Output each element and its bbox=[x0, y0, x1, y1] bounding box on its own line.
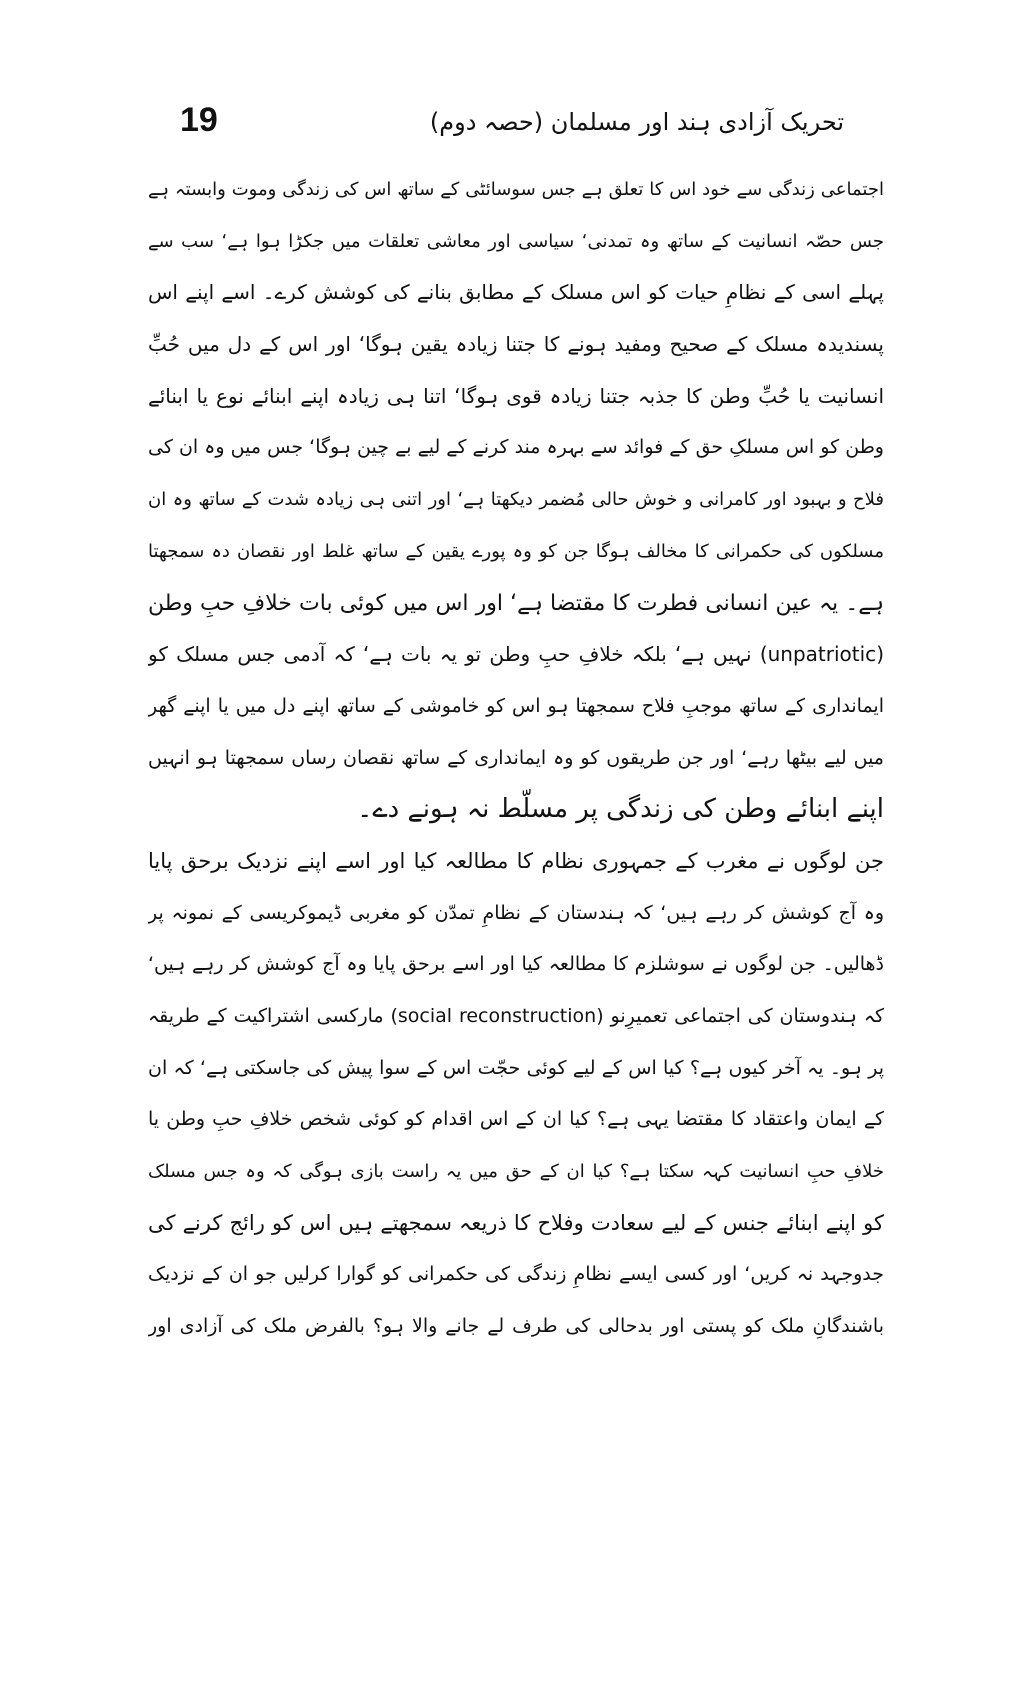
text-line: جس حصّہ انسانیت کے ساتھ وہ تمدنی‘ سیاسی اور معاشی تعلقات میں جکڑا ہوا ہے‘ سب سے bbox=[148, 230, 884, 252]
text-line: (unpatriotic) نہیں ہے‘ بلکہ خلافِ حبِ وطن تو یہ بات ہے‘ کہ آدمی جس مسلک کو bbox=[148, 642, 884, 667]
text-line: وہ آج کوشش کر رہے ہیں‘ کہ ہندستان کے نظامِ تمدّن کو مغربی ڈیموکریسی کے نمونہ پر bbox=[148, 901, 884, 924]
text-line: جن لوگوں نے مغرب کے جمہوری نظام کا مطالعہ کیا اور اسے اپنے نزدیک برحق پایا bbox=[148, 848, 884, 873]
body-text bbox=[148, 164, 884, 1353]
text-line: کے ایمان واعتقاد کا مقتضا یہی ہے؟ کیا ان کے اس اقدام کو کوئی شخص خلافِ حبِ وطن یا bbox=[148, 1108, 884, 1131]
text-line: انسانیت یا حُبِّ وطن کا جذبہ جتنا زیادہ قوی ہوگا‘ اتنا ہی زیادہ اپنے ابنائے نوع یا ابنائے bbox=[148, 383, 884, 408]
text-line: ایمانداری کے ساتھ موجبِ فلاح سمجھتا ہو اس کو خاموشی کے ساتھ اپنے دل میں یا اپنے گھر bbox=[148, 694, 884, 717]
text-line: پسندیدہ مسلک کے صحیح ومفید ہونے کا جتنا زیادہ یقین ہوگا‘ اور اس کے دل میں حُبِّ bbox=[148, 332, 884, 357]
text-line: پر ہو۔ یہ آخر کیوں ہے؟ کیا اس کے لیے کوئی حجّت اس کے سوا پیش کی جاسکتی ہے‘ کہ ان bbox=[148, 1056, 884, 1079]
text-line: کہ ہندوستان کی اجتماعی تعمیرِنو (social reconstruction) مارکسی اشتراکیت کے طریقہ bbox=[148, 1005, 884, 1027]
text-line: فلاح و بہبود اور کامرانی و خوش حالی مُضمر دیکھتا ہے‘ اور اتنی ہی زیادہ شدت کے ساتھ وہ ان bbox=[148, 489, 884, 511]
text-line: مسلکوں کی حکمرانی کا مخالف ہوگا جن کو وہ پورے یقین کے ساتھ غلط اور نقصان دہ سمجھتا bbox=[148, 540, 884, 562]
text-line: کو اپنے ابنائے جنس کے لیے سعادت وفلاح کا ذریعہ سمجھتے ہیں اس کو رائج کرنے کی bbox=[148, 1210, 884, 1235]
text-line: خلافِ حبِ انسانیت کہہ سکتا ہے؟ کیا ان کے حق میں یہ راست بازی ہوگی کہ وہ جس مسلک bbox=[148, 1161, 884, 1183]
text-line: میں لیے بیٹھا رہے‘ اور جن طریقوں کو وہ ایمانداری کے ساتھ نقصان رساں سمجھتا ہو انہیں bbox=[148, 746, 884, 769]
text-line: جدوجہد نہ کریں‘ اور کسی ایسے نظامِ زندگی کی حکمرانی کو گوارا کرلیں جو ان کے نزدیک bbox=[148, 1263, 884, 1286]
running-title: تحریک آزادی ہند اور مسلمان (حصہ دوم) bbox=[429, 108, 844, 136]
text-line: اجتماعی زندگی سے خود اس کا تعلق ہے جس سوسائٹی کے ساتھ اس کی زندگی وموت وابستہ ہے bbox=[148, 179, 884, 200]
text-line: باشندگانِ ملک کو پستی اور بدحالی کی طرف لے جانے والا ہو؟ بالفرض ملک کی آزادی اور bbox=[148, 1315, 884, 1338]
text-line: ڈھالیں۔ جن لوگوں نے سوشلزم کا مطالعہ کیا اور اسے برحق پایا وہ آج کوشش کر رہے ہیں‘ bbox=[148, 953, 884, 976]
paragraph-end-line: اپنے ابنائے وطن کی زندگی پر مسلّط نہ ہونے دے۔ bbox=[357, 794, 884, 825]
page-number: 19 bbox=[180, 101, 218, 139]
text-line: پہلے اسی کے نظامِ حیات کو اس مسلک کے مطابق بنانے کی کوشش کرے۔ اسے اپنے اس bbox=[148, 280, 884, 305]
text-line: وطن کو اس مسلکِ حق کے فوائد سے بہرہ مند کرنے کے لیے بے چین ہوگا‘ جس میں وہ ان کی bbox=[148, 436, 884, 459]
text-line: ہے۔ یہ عین انسانی فطرت کا مقتضا ہے‘ اور اس میں کوئی بات خلافِ حبِ وطن bbox=[148, 590, 884, 616]
